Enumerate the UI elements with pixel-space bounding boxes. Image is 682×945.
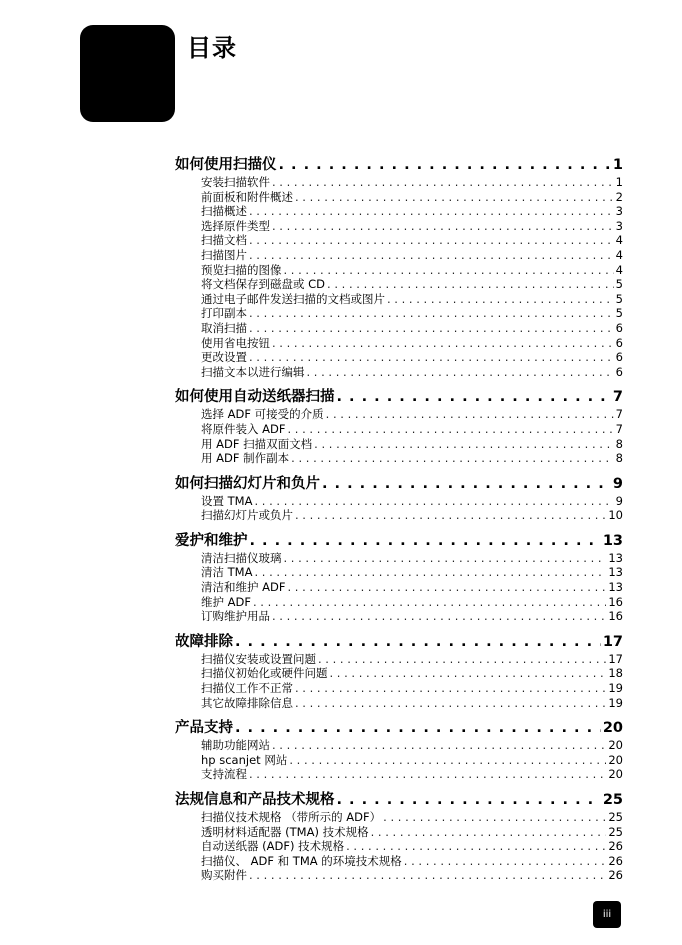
toc-item-page: 8 bbox=[615, 436, 623, 451]
table-of-contents bbox=[175, 156, 623, 892]
toc-item-label: 自动送纸器 (ADF) 技术规格 bbox=[201, 839, 345, 854]
toc-leader-dots bbox=[235, 633, 601, 652]
toc-leader-dots bbox=[272, 609, 606, 624]
toc-leader-dots bbox=[295, 681, 606, 696]
toc-item-page: 19 bbox=[608, 681, 623, 696]
toc-item-list bbox=[175, 175, 623, 379]
toc-item-label: 打印副本 bbox=[201, 306, 247, 321]
toc-item-page: 26 bbox=[608, 853, 623, 868]
toc-leader-dots bbox=[295, 696, 606, 711]
chapter-tab-block bbox=[80, 25, 175, 122]
toc-item[interactable] bbox=[201, 854, 623, 869]
toc-item-label: 清洁和维护 ADF bbox=[201, 580, 286, 595]
toc-leader-dots bbox=[288, 422, 614, 437]
toc-section bbox=[175, 532, 623, 624]
toc-item[interactable] bbox=[201, 350, 623, 365]
toc-leader-dots bbox=[253, 595, 606, 610]
toc-item-label: 扫描图片 bbox=[201, 247, 247, 262]
toc-item-list bbox=[175, 551, 623, 624]
toc-item-page: 25 bbox=[608, 824, 623, 839]
toc-item-page: 6 bbox=[615, 364, 623, 379]
toc-item-page: 19 bbox=[608, 695, 623, 710]
toc-leader-dots bbox=[330, 666, 607, 681]
toc-item[interactable] bbox=[201, 551, 623, 566]
toc-leader-dots bbox=[318, 652, 606, 667]
toc-leader-dots bbox=[249, 204, 614, 219]
toc-item-page: 9 bbox=[615, 493, 623, 508]
toc-section bbox=[175, 791, 623, 883]
toc-item-label: 用 ADF 扫描双面文档 bbox=[201, 436, 313, 451]
toc-leader-dots bbox=[295, 508, 606, 523]
toc-section-title: 如何扫描幻灯片和负片 bbox=[175, 475, 320, 492]
toc-leader-dots bbox=[249, 233, 614, 248]
toc-item-label: 扫描概述 bbox=[201, 204, 247, 219]
toc-item-page: 4 bbox=[615, 233, 623, 248]
toc-item-page: 10 bbox=[608, 508, 623, 523]
toc-item-page: 1 bbox=[615, 175, 623, 189]
toc-item-page: 16 bbox=[608, 609, 623, 624]
toc-leader-dots bbox=[249, 306, 614, 321]
toc-item-label: 清洁 TMA bbox=[201, 565, 253, 580]
toc-item-page: 7 bbox=[615, 407, 623, 422]
toc-item[interactable] bbox=[201, 738, 623, 753]
toc-leader-dots bbox=[284, 551, 607, 566]
toc-leader-dots bbox=[279, 156, 611, 175]
toc-item[interactable] bbox=[201, 868, 623, 883]
toc-item[interactable] bbox=[201, 451, 623, 466]
toc-item-label: 设置 TMA bbox=[201, 493, 253, 508]
toc-section-heading[interactable] bbox=[175, 719, 623, 738]
toc-item-label: 透明材料适配器 (TMA) 技术规格 bbox=[201, 824, 369, 839]
toc-item[interactable] bbox=[201, 839, 623, 854]
toc-leader-dots bbox=[295, 190, 614, 205]
toc-section-page: 25 bbox=[602, 792, 623, 808]
toc-item-page: 6 bbox=[615, 320, 623, 335]
toc-item[interactable] bbox=[201, 422, 623, 437]
toc-item-label: 扫描仪初始化或硬件问题 bbox=[201, 666, 328, 681]
toc-item[interactable] bbox=[201, 248, 623, 263]
toc-section-page: 1 bbox=[612, 157, 623, 173]
toc-item-list bbox=[175, 652, 623, 710]
toc-item-page: 16 bbox=[608, 594, 623, 609]
toc-item-page: 26 bbox=[608, 839, 623, 854]
toc-item-list bbox=[175, 810, 623, 883]
toc-item-label: 扫描仪安装或设置问题 bbox=[201, 651, 316, 666]
toc-leader-dots bbox=[249, 868, 606, 883]
toc-item-label: 扫描仪技术规格 （带所示的 ADF） bbox=[201, 810, 382, 824]
toc-leader-dots bbox=[254, 494, 613, 509]
toc-item-page: 25 bbox=[608, 810, 623, 824]
toc-leader-dots bbox=[326, 407, 614, 422]
toc-item-label: 通过电子邮件发送扫描的文档或图片 bbox=[201, 291, 385, 306]
toc-item[interactable] bbox=[201, 204, 623, 219]
toc-section-heading[interactable] bbox=[175, 475, 623, 494]
toc-item[interactable] bbox=[201, 580, 623, 595]
toc-item[interactable] bbox=[201, 825, 623, 840]
toc-item[interactable] bbox=[201, 565, 623, 580]
toc-section-heading[interactable] bbox=[175, 156, 623, 175]
page-number: iii bbox=[602, 909, 612, 920]
toc-section-heading[interactable] bbox=[175, 791, 623, 810]
toc-item-page: 20 bbox=[608, 738, 623, 753]
toc-item-label: 维护 ADF bbox=[201, 594, 251, 609]
toc-item[interactable] bbox=[201, 666, 623, 681]
toc-item[interactable] bbox=[201, 508, 623, 523]
toc-leader-dots bbox=[250, 532, 601, 551]
toc-item[interactable] bbox=[201, 263, 623, 278]
toc-leader-dots bbox=[371, 825, 607, 840]
toc-item-page: 13 bbox=[608, 580, 623, 595]
toc-item-page: 3 bbox=[615, 204, 623, 219]
toc-section-title: 爱护和维护 bbox=[175, 532, 248, 549]
toc-section-title: 法规信息和产品技术规格 bbox=[175, 792, 335, 808]
toc-item-list bbox=[175, 407, 623, 465]
toc-leader-dots bbox=[404, 854, 607, 869]
toc-leader-dots bbox=[288, 580, 607, 595]
toc-leader-dots bbox=[249, 248, 614, 263]
toc-item-label: 扫描文本以进行编辑 bbox=[201, 364, 305, 379]
toc-item-list bbox=[175, 738, 623, 782]
toc-leader-dots bbox=[272, 219, 614, 234]
toc-item-list bbox=[175, 494, 623, 523]
toc-leader-dots bbox=[346, 839, 606, 854]
toc-section bbox=[175, 156, 623, 379]
toc-item-page: 8 bbox=[615, 451, 623, 466]
toc-item-page: 26 bbox=[608, 868, 623, 883]
toc-item-page: 18 bbox=[608, 666, 623, 681]
toc-leader-dots bbox=[322, 475, 611, 494]
toc-leader-dots bbox=[235, 719, 601, 738]
toc-item[interactable] bbox=[201, 336, 623, 351]
toc-leader-dots bbox=[314, 437, 614, 452]
toc-section bbox=[175, 388, 623, 465]
toc-item-page: 13 bbox=[608, 550, 623, 565]
toc-item-label: 预览扫描的图像 bbox=[201, 262, 282, 277]
toc-leader-dots bbox=[337, 388, 611, 407]
toc-section-page: 20 bbox=[602, 720, 623, 737]
toc-item[interactable] bbox=[201, 437, 623, 452]
toc-item[interactable] bbox=[201, 609, 623, 624]
toc-item-label: 安装扫描软件 bbox=[201, 175, 270, 189]
toc-item[interactable] bbox=[201, 810, 623, 825]
toc-leader-dots bbox=[249, 767, 606, 782]
toc-item-label: 将文档保存到磁盘或 CD bbox=[201, 277, 326, 292]
toc-leader-dots bbox=[337, 791, 601, 810]
toc-item-page: 6 bbox=[615, 335, 623, 350]
toc-item-label: 其它故障排除信息 bbox=[201, 695, 293, 710]
toc-item-page: 5 bbox=[615, 277, 623, 292]
toc-item[interactable] bbox=[201, 190, 623, 205]
toc-item[interactable] bbox=[201, 681, 623, 696]
toc-item[interactable] bbox=[201, 595, 623, 610]
toc-item-page: 17 bbox=[608, 651, 623, 666]
toc-item-page: 4 bbox=[615, 262, 623, 277]
toc-leader-dots bbox=[284, 263, 614, 278]
toc-leader-dots bbox=[249, 350, 614, 365]
toc-item-page: 6 bbox=[615, 350, 623, 365]
toc-item-page: 2 bbox=[615, 189, 623, 204]
toc-item[interactable] bbox=[201, 219, 623, 234]
toc-item-label: 扫描文档 bbox=[201, 233, 247, 248]
toc-item[interactable] bbox=[201, 233, 623, 248]
toc-item[interactable] bbox=[201, 306, 623, 321]
toc-item-page: 7 bbox=[615, 421, 623, 436]
toc-leader-dots bbox=[272, 175, 614, 190]
toc-section-page: 7 bbox=[612, 389, 623, 406]
toc-item-label: 扫描幻灯片或负片 bbox=[201, 508, 293, 523]
toc-section bbox=[175, 633, 623, 710]
toc-item-page: 13 bbox=[608, 565, 623, 580]
toc-section-title: 产品支持 bbox=[175, 720, 233, 737]
toc-item-label: 将原件装入 ADF bbox=[201, 421, 286, 436]
page-title: 目录 bbox=[187, 34, 237, 62]
toc-leader-dots bbox=[249, 321, 614, 336]
toc-item-label: 用 ADF 制作副本 bbox=[201, 451, 290, 466]
toc-section bbox=[175, 475, 623, 523]
toc-section-heading[interactable] bbox=[175, 388, 623, 407]
toc-item-label: 使用省电按钮 bbox=[201, 335, 270, 350]
page-number-badge bbox=[593, 901, 621, 928]
toc-leader-dots bbox=[289, 753, 606, 768]
toc-item-label: 购买附件 bbox=[201, 868, 247, 883]
toc-item[interactable] bbox=[201, 494, 623, 509]
toc-leader-dots bbox=[291, 451, 614, 466]
toc-item-page: 20 bbox=[608, 752, 623, 767]
toc-item[interactable] bbox=[201, 652, 623, 667]
toc-item-page: 3 bbox=[615, 218, 623, 233]
toc-section-page: 17 bbox=[602, 633, 623, 650]
toc-item-label: 扫描仪工作不正常 bbox=[201, 681, 293, 696]
toc-leader-dots bbox=[307, 365, 614, 380]
toc-leader-dots bbox=[327, 277, 614, 292]
toc-section bbox=[175, 719, 623, 782]
toc-item-label: 选择 ADF 可接受的介质 bbox=[201, 407, 324, 422]
toc-section-title: 如何使用扫描仪 bbox=[175, 157, 277, 173]
toc-item-label: 清洁扫描仪玻璃 bbox=[201, 550, 282, 565]
toc-item-page: 20 bbox=[608, 767, 623, 782]
toc-leader-dots bbox=[254, 565, 606, 580]
toc-item[interactable] bbox=[201, 407, 623, 422]
toc-section-heading[interactable] bbox=[175, 633, 623, 652]
toc-leader-dots bbox=[272, 738, 606, 753]
toc-section-heading[interactable] bbox=[175, 532, 623, 551]
toc-item-label: 辅助功能网站 bbox=[201, 738, 270, 753]
toc-item[interactable] bbox=[201, 321, 623, 336]
toc-item[interactable] bbox=[201, 292, 623, 307]
toc-item-label: 支持流程 bbox=[201, 767, 247, 782]
toc-leader-dots bbox=[272, 336, 614, 351]
toc-leader-dots bbox=[383, 810, 606, 825]
toc-item[interactable] bbox=[201, 365, 623, 380]
toc-section-page: 13 bbox=[602, 532, 623, 549]
toc-section-title: 如何使用自动送纸器扫描 bbox=[175, 389, 335, 406]
toc-item-label: hp scanjet 网站 bbox=[201, 752, 288, 767]
toc-item[interactable] bbox=[201, 696, 623, 711]
toc-item-page: 4 bbox=[615, 247, 623, 262]
toc-item-page: 5 bbox=[615, 306, 623, 321]
toc-item[interactable] bbox=[201, 767, 623, 782]
toc-item-label: 订购维护用品 bbox=[201, 609, 270, 624]
toc-section-title: 故障排除 bbox=[175, 633, 233, 650]
toc-item-label: 前面板和附件概述 bbox=[201, 189, 293, 204]
toc-item[interactable] bbox=[201, 753, 623, 768]
toc-item[interactable] bbox=[201, 277, 623, 292]
toc-section-page: 9 bbox=[612, 475, 623, 492]
toc-leader-dots bbox=[387, 292, 614, 307]
toc-item-page: 5 bbox=[615, 291, 623, 306]
toc-item-label: 取消扫描 bbox=[201, 320, 247, 335]
toc-item-label: 扫描仪、 ADF 和 TMA 的环境技术规格 bbox=[201, 853, 402, 868]
toc-item-label: 更改设置 bbox=[201, 350, 247, 365]
toc-item[interactable] bbox=[201, 175, 623, 190]
toc-item-label: 选择原件类型 bbox=[201, 218, 270, 233]
